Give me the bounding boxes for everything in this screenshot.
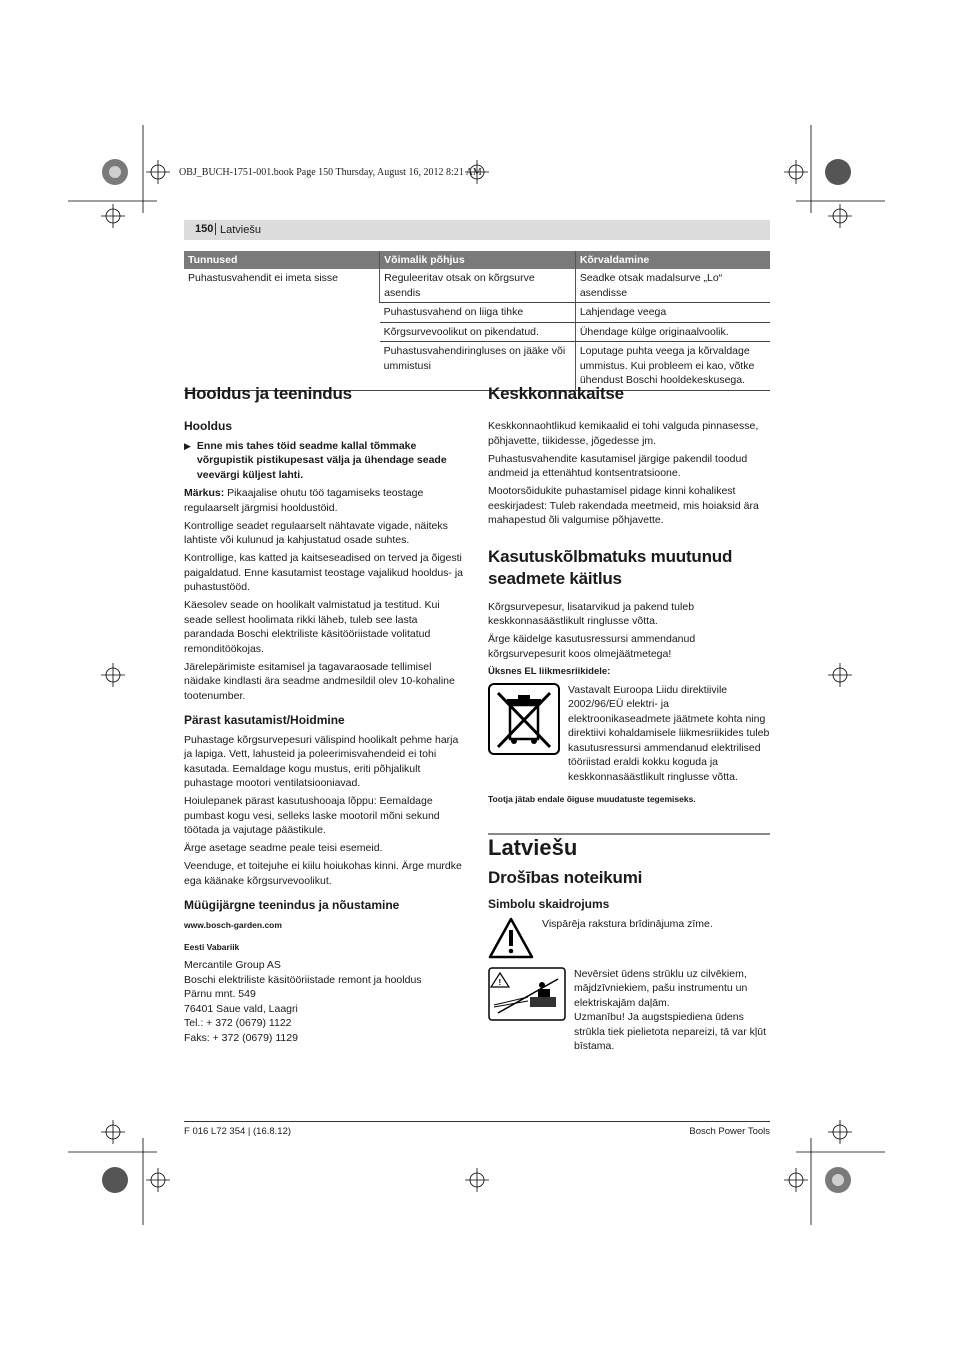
subheading-symbols: Simbolu skaidrojums (488, 897, 610, 911)
website-link[interactable]: www.bosch-garden.com (184, 919, 282, 930)
symbol-row (488, 917, 770, 959)
water-jet-warning-icon (488, 967, 566, 1021)
table-cell-cause: Puhastusvahendiringluses on jääke või ummistusi (380, 342, 576, 391)
crossed-bin-icon (488, 683, 560, 755)
paragraph: Veenduge, et toitejuhe ei kiilu hoiukohas kinni. Ärge murdke ega käänake kõrgsurvevoolikut. (184, 860, 462, 887)
paragraph: Puhastage kõrgsurvepesuri välispind hoolikalt pehme harja ja lapiga. Vett, lahusteid ja poleerimisvahendeid ei tohi kasutada. Eemaldage kogu mustus, eriti põhjalikult puhastage mootori ventilatsiooniavad. (184, 733, 459, 789)
table-header-symptoms: Tunnused (184, 251, 380, 269)
print-slug: OBJ_BUCH-1751-001.book Page 150 Thursday, August 16, 2012 8:21 AM (179, 167, 482, 178)
table-header-remedy: Kõrvaldamine (575, 251, 770, 269)
table-cell-remedy: Lahjendage veega (575, 303, 770, 323)
paragraph: Keskkonnaohtlikud kemikaalid ei tohi valguda pinnasesse, põhjavette, tiikidesse, jõgedesse jm. (488, 420, 759, 447)
page-number: 150 (195, 223, 214, 235)
right-column (488, 383, 770, 1062)
warning-bullet (184, 439, 466, 483)
address-block (184, 958, 466, 1045)
header-separator (215, 223, 216, 235)
address-line: Mercantile Group AS (184, 959, 281, 971)
paragraph: Kõrgsurvepesur, lisatarvikud ja pakend tuleb keskkonnasäästlikult ringlusse võtta. (488, 600, 695, 627)
triangle-right-icon: ▶ (184, 440, 191, 451)
paragraph: Käesolev seade on hoolikalt valmistatud ja testitud. Kui seade sellest hoolimata rikki läheb, tuleb see lasta parandada Boschi elektriliste käsitööriistade volitatud remonditöökojas. (184, 599, 440, 655)
paragraph: Järelepärimiste esitamisel ja tagavaraosade tellimisel näidake kindlasti ära seadme andmesildil olev 10-kohaline tootenumber. (184, 660, 455, 702)
table-cell-cause: Reguleeritav otsak on kõrgsurve asendis (380, 269, 576, 303)
svg-text:!: ! (498, 977, 502, 987)
troubleshooting-table (184, 251, 770, 391)
header-language: Latviešu (220, 224, 261, 236)
weee-text: Vastavalt Euroopa Liidu direktiivile 2002/96/EÜ elektri- ja elektroonikaseadmete jäätmete kohta ning direktiivi kohaldamisele liikmesriikides tuleb kasutusressursi ammendanud elektrilised tööriistad eraldi kokku koguda ja keskkonnasäästlikult ringlusse võtta. (568, 683, 770, 783)
paragraph: Ärge asetage seadme peale teisi esemeid. (184, 842, 383, 854)
paragraph: Hoiulepanek pärast kasutushooaja lõppu: Eemaldage pumbast kogu vesi, selleks laske mootoril mõni sekund töötada ja vajutage päästikule. (184, 795, 440, 836)
symbol-row (488, 967, 770, 1054)
footer-rule (184, 1121, 770, 1122)
address-line: 76401 Saue vald, Laagri (184, 1002, 298, 1015)
address-line: Tel.: + 372 (0679) 1122 (184, 1017, 292, 1029)
paragraph: Kontrollige seadet regulaarselt nähtavate vigade, näiteks lahtiste või kulunud ja kahjustatud osade suhtes. (184, 519, 448, 546)
table-row (184, 269, 770, 303)
table-header-cause: Võimalik põhjus (380, 251, 576, 269)
subheading-after-use: Pärast kasutamist/Hoidmine (184, 713, 345, 727)
warning-text: Enne mis tahes töid seadme kallal tõmmake võrgupistik pistikupesast välja ja ühendage seade veevärgi küljest lahti. (196, 439, 447, 481)
section-title-disposal: Kasutuskõlbmatuks muutunud seadmete käitlus (488, 546, 733, 588)
paragraph: Mootorsõidukite puhastamisel pidage kinni kohalikest eeskirjadest: Tuleb rakendada meetmeid, mis hoiaksid ära mahapestud õli valgumise põhjavette. (488, 485, 759, 526)
table-cell-remedy: Ühendage külge originaalvoolik. (575, 322, 770, 342)
section-title-maintenance: Hooldus ja teenindus (184, 384, 352, 403)
weee-block (488, 683, 770, 785)
section-title-safety: Drošības noteikumi (488, 868, 643, 887)
left-column (184, 383, 466, 1045)
section-title-environment: Keskkonnakaitse (488, 384, 624, 403)
table-cell-cause: Kõrgsurvevoolikut on pikendatud. (380, 322, 576, 342)
paragraph: Kontrollige, kas katted ja kaitseseadised on terved ja õigesti paigaldatud. Enne kasutamist teostage vajalikud hooldus- ja puhastustööd. (184, 552, 464, 593)
paragraph: Puhastusvahendite kasutamisel järgige pakendil toodud andmeid ja ettenähtud kontsentratsioone. (488, 452, 748, 479)
address-line: Pärnu mnt. 549 (184, 988, 256, 1000)
header-bar (184, 220, 770, 240)
table-cell-symptom: Puhastusvahendit ei imeta sisse (184, 269, 380, 390)
eu-label: Üksnes EL liikmesriikidele: (488, 665, 611, 677)
note-label: Märkus: (184, 487, 225, 499)
footer-brand: Bosch Power Tools (689, 1126, 770, 1137)
symbol-text: Nevērsiet ūdens strūklu uz cilvēkiem, mājdzīvniekiem, pašu instrumentu un elektriskajām daļām. (574, 967, 748, 1009)
note-text: Pikaajalise ohutu töö tagamiseks teostage regulaarselt järgmisi hooldustöid. (184, 487, 424, 514)
subheading-service: Müügijärgne teenindus ja nõustamine (184, 898, 400, 912)
note-paragraph (184, 486, 466, 515)
table-cell-remedy: Seadke otsak madalsurve „Lo“ asendisse (575, 269, 770, 303)
symbol-text: Vispārēja rakstura brīdinājuma zīme. (542, 917, 713, 930)
symbol-text: Uzmanību! Ja augstspiediena ūdens strūkla tiek pielietota nepareizi, tā var kļūt bīstama. (574, 1011, 767, 1052)
address-line: Faks: + 372 (0679) 1129 (184, 1031, 298, 1044)
table-cell-remedy: Loputage puhta veega ja kõrvaldage ummistus. Kui probleem ei kao, võtke ühendust Boschi hooldekeskusega. (575, 342, 770, 391)
footer-doc-code: F 016 L72 354 | (16.8.12) (184, 1126, 292, 1137)
subheading-maintenance: Hooldus (184, 419, 232, 433)
section-title-latvian: Latviešu (488, 833, 770, 856)
symbol-text-block (574, 967, 770, 1054)
paragraph: Ärge käidelge kasutusressursi ammendanud kõrgsurvepesurit koos olmejäätmetega! (488, 633, 696, 660)
warning-triangle-icon (488, 917, 534, 959)
country-heading: Eesti Vabariik (184, 942, 240, 952)
table-cell-cause: Puhastusvahend on liiga tihke (380, 303, 576, 323)
address-line: Boschi elektriliste käsitööriistade remont ja hooldus (184, 973, 422, 986)
reserve-note: Tootja jätab endale õiguse muudatuste tegemiseks. (488, 794, 696, 804)
